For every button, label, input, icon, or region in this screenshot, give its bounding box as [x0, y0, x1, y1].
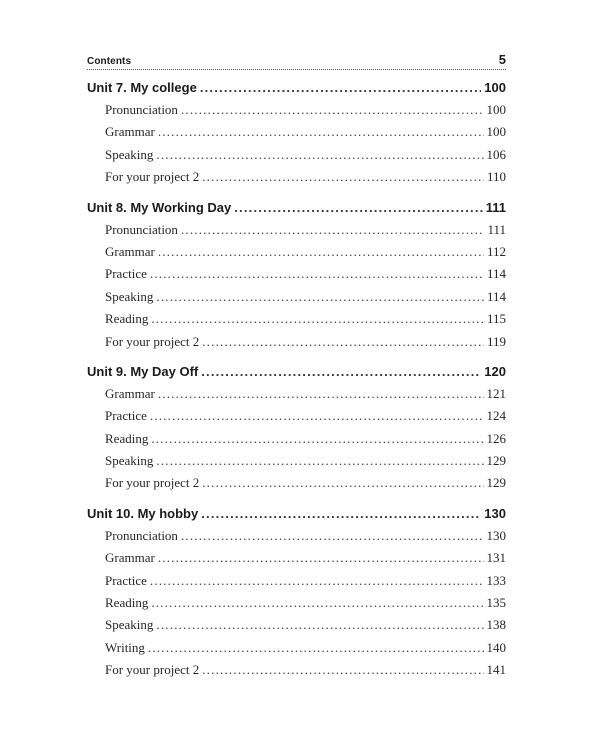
entry-label: Reading	[105, 595, 149, 611]
toc-unit-heading[interactable]	[87, 503, 506, 525]
entry-page: 129	[486, 475, 506, 491]
toc-entry[interactable]	[87, 263, 506, 285]
toc-entry[interactable]	[87, 547, 506, 569]
unit-title: Unit 8. My Working Day	[87, 199, 232, 215]
toc-entry[interactable]	[87, 144, 506, 166]
entry-label: Practice	[105, 266, 147, 282]
toc-entry[interactable]	[87, 286, 506, 308]
entry-label: Grammar	[105, 550, 155, 566]
dot-leader	[158, 121, 484, 143]
entry-page: 126	[486, 430, 506, 446]
dot-leader	[200, 77, 481, 99]
entry-page: 140	[486, 639, 506, 655]
dot-leader	[158, 547, 484, 569]
toc-entry[interactable]	[87, 614, 506, 636]
entry-label: For your project 2	[105, 662, 200, 678]
entry-page: 110	[486, 169, 506, 185]
entry-page: 131	[486, 550, 506, 566]
dot-leader	[156, 614, 483, 636]
toc-entry[interactable]	[87, 405, 506, 427]
dot-leader	[151, 592, 483, 614]
dot-leader	[151, 308, 484, 330]
entry-label: Speaking	[105, 617, 154, 633]
dot-leader	[150, 570, 484, 592]
toc-entry[interactable]	[87, 166, 506, 188]
dot-leader	[158, 383, 484, 405]
unit-page: 100	[484, 80, 506, 95]
toc-entry[interactable]	[87, 383, 506, 405]
dot-leader	[158, 241, 484, 263]
dot-leader	[156, 144, 483, 166]
unit-title: Unit 9. My Day Off	[87, 363, 199, 379]
toc-entry[interactable]	[87, 570, 506, 592]
toc-entry[interactable]	[87, 308, 506, 330]
entry-page: 133	[486, 572, 506, 588]
toc-unit-heading[interactable]	[87, 361, 506, 383]
dot-leader	[150, 263, 484, 285]
entry-page: 112	[486, 243, 506, 259]
unit-page: 111	[485, 199, 506, 215]
entry-label: For your project 2	[105, 333, 200, 349]
entry-label: Practice	[105, 408, 147, 424]
table-of-contents	[87, 77, 506, 682]
entry-label: Pronunciation	[105, 527, 178, 543]
page-number: 5	[498, 52, 506, 67]
entry-page: 141	[486, 662, 506, 678]
toc-entry[interactable]	[87, 659, 506, 681]
toc-unit-7	[87, 77, 506, 189]
entry-label: Reading	[105, 311, 149, 327]
toc-entry[interactable]	[87, 428, 506, 450]
toc-entry[interactable]	[87, 592, 506, 614]
dot-leader	[202, 331, 484, 353]
dot-leader	[201, 503, 481, 525]
entry-page: 138	[486, 617, 506, 633]
entry-label: Speaking	[105, 453, 154, 469]
unit-title: Unit 7. My college	[87, 80, 197, 95]
entry-page: 100	[486, 102, 506, 117]
entry-page: 121	[486, 385, 506, 401]
toc-entry[interactable]	[87, 472, 506, 494]
unit-page: 130	[484, 505, 506, 521]
toc-unit-8	[87, 197, 506, 353]
toc-entry[interactable]	[87, 99, 506, 121]
dot-leader	[202, 472, 483, 494]
toc-entry[interactable]	[87, 637, 506, 659]
dot-leader	[156, 450, 483, 472]
dot-leader	[181, 99, 484, 121]
toc-entry[interactable]	[87, 450, 506, 472]
dot-leader	[181, 525, 484, 547]
running-head	[87, 51, 506, 70]
toc-unit-9	[87, 361, 506, 495]
dot-leader	[156, 286, 484, 308]
entry-label: Practice	[105, 572, 147, 588]
entry-page: 111	[487, 221, 506, 237]
entry-page: 124	[486, 408, 506, 424]
entry-page: 130	[486, 527, 506, 543]
unit-title: Unit 10. My hobby	[87, 505, 199, 521]
dot-leader	[201, 361, 481, 383]
entry-label: Grammar	[105, 124, 155, 140]
contents-page	[87, 51, 506, 690]
entry-label: Reading	[105, 430, 149, 446]
toc-unit-heading[interactable]	[87, 77, 506, 99]
entry-page: 100	[486, 124, 506, 140]
dot-leader	[234, 197, 483, 219]
entry-label: Pronunciation	[105, 221, 178, 237]
dot-leader	[151, 428, 483, 450]
entry-label: For your project 2	[105, 475, 200, 491]
entry-label: Grammar	[105, 385, 155, 401]
toc-entry[interactable]	[87, 241, 506, 263]
entry-page: 106	[486, 146, 506, 162]
entry-page: 115	[486, 311, 506, 327]
toc-entry[interactable]	[87, 219, 506, 241]
dot-leader	[148, 637, 484, 659]
toc-unit-10	[87, 503, 506, 682]
entry-page: 119	[486, 333, 506, 349]
dot-leader	[202, 659, 483, 681]
entry-label: Pronunciation	[105, 102, 178, 117]
toc-unit-heading[interactable]	[87, 197, 506, 219]
dot-leader	[181, 219, 485, 241]
unit-page: 120	[484, 363, 506, 379]
entry-page: 135	[486, 595, 506, 611]
entry-page: 114	[486, 288, 506, 304]
entry-page: 114	[486, 266, 506, 282]
toc-entry[interactable]	[87, 121, 506, 143]
toc-entry[interactable]	[87, 331, 506, 353]
entry-label: Speaking	[105, 288, 154, 304]
entry-page: 129	[486, 453, 506, 469]
dot-leader	[150, 405, 484, 427]
entry-label: Grammar	[105, 243, 155, 259]
dot-leader	[202, 166, 484, 188]
running-head-title: Contents	[87, 56, 132, 67]
entry-label: Writing	[105, 639, 145, 655]
toc-entry[interactable]	[87, 525, 506, 547]
entry-label: Speaking	[105, 146, 154, 162]
entry-label: For your project 2	[105, 169, 200, 185]
